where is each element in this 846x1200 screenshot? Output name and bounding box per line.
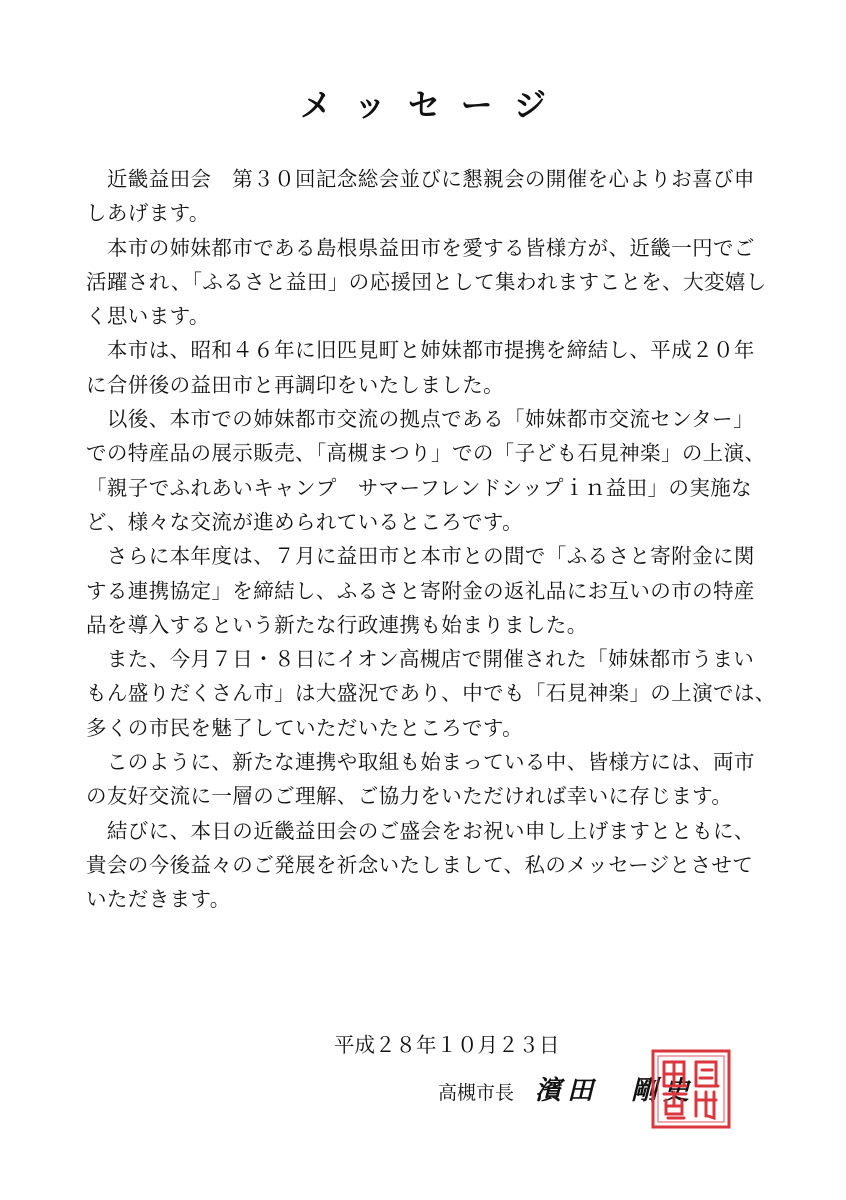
text-line: に合併後の益田市と再調印をいたしました。 <box>86 372 504 397</box>
text-line: する連携協定」を締結し、ふるさと寄附金の返礼品にお互いの市の特産 <box>86 578 755 603</box>
text-line: 結びに、本日の近畿益田会のご盛会をお祝い申し上げますとともに、 <box>86 818 755 843</box>
text-line: の友好交流に一層のご理解、ご協力をいただければ幸いに存じます。 <box>86 784 733 809</box>
official-seal-stamp <box>650 1048 732 1130</box>
text-line: ど、様々な交流が進められているところです。 <box>86 509 524 534</box>
text-line: いただきます。 <box>86 887 231 912</box>
text-line: での特産品の展示販売、「高槻まつり」での「子ども石見神楽」の上演、 <box>86 441 766 466</box>
text-line: また、今月７日・８日にイオン高槻店で開催された「姉妹都市うまい <box>86 647 755 672</box>
text-line: このように、新たな連携や取組も始まっている中、皆様方には、両市 <box>86 750 755 775</box>
text-line: 本市は、昭和４６年に旧匹見町と姉妹都市提携を締結し、平成２０年 <box>86 338 755 363</box>
text-line: さらに本年度は、７月に益田市と本市との間で「ふるさと寄附金に関 <box>86 544 755 569</box>
message-body <box>86 162 786 917</box>
text-line: 以後、本市での姉妹都市交流の拠点である「姉妹都市交流センター」 <box>86 407 754 432</box>
text-line: しあげます。 <box>86 201 210 226</box>
text-line: 本市の姉妹都市である島根県益田市を愛する皆様方が、近畿一円でご <box>86 235 755 260</box>
text-line: 多くの市民を魅了していただいたところです。 <box>86 715 524 740</box>
document-date: 平成２８年１０月２３日 <box>334 1033 560 1057</box>
text-line: 品を導入するという新たな行政連携も始まりました。 <box>86 612 588 637</box>
text-line: 活躍され、「ふるさと益田」の応援団として集われますことを、大変嬉し <box>86 269 767 294</box>
document-title: メッセージ <box>299 86 569 124</box>
signature-role: 高槻市長 <box>438 1082 515 1104</box>
text-line: 貴会の今後益々のご発展を祈念いたしまして、私のメッセージとさせて <box>86 852 754 877</box>
text-line: もん盛りだくさん市」は大盛況であり、中でも「石見神楽」の上演では、 <box>86 681 776 706</box>
text-line: 近畿益田会 第３０回記念総会並びに懇親会の開催を心よりお喜び申 <box>86 167 755 191</box>
signature-name: 濱田 剛史 <box>535 1076 696 1106</box>
text-line: く思います。 <box>86 304 210 329</box>
text-line: 「親子でふれあいキャンプ サマーフレンドシップｉｎ益田」の実施な <box>86 475 753 500</box>
